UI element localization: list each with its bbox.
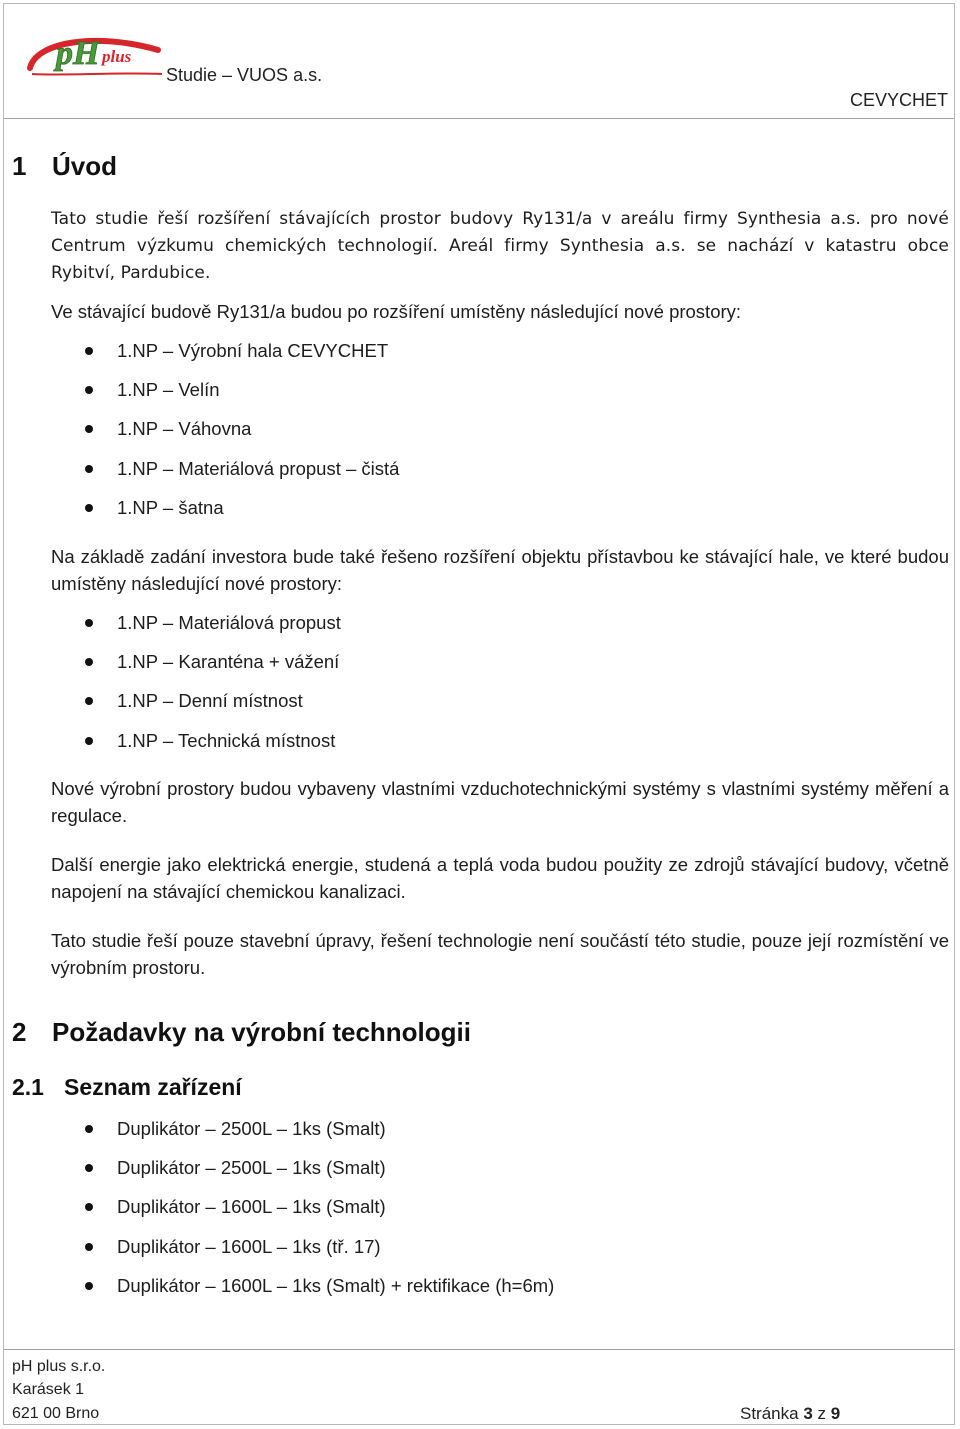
existing-spaces-list bbox=[84, 340, 399, 536]
list-item: 1.NP – Materiálová propust – čistá bbox=[84, 458, 399, 497]
list-item: Duplikátor – 2500L – 1ks (Smalt) bbox=[84, 1118, 554, 1157]
existing-spaces-lead: Ve stávající budově Ry131/a budou po rozšíření umístěny následující nové prostory: bbox=[51, 301, 742, 322]
page-number bbox=[740, 1404, 840, 1424]
list-item: 1.NP – Váhovna bbox=[84, 418, 399, 457]
page-separator: z bbox=[817, 1404, 827, 1423]
ph-plus-logo bbox=[26, 28, 176, 88]
list-item: Duplikátor – 1600L – 1ks (Smalt) bbox=[84, 1196, 554, 1235]
hvac-paragraph: Nové výrobní prostory budou vybaveny vlastními vzduchotechnickými systémy s vlastními systémy měření a regulace. bbox=[51, 778, 949, 826]
header-company: Studie – VUOS a.s. bbox=[166, 65, 323, 85]
footer-city: 621 00 Brno bbox=[12, 1405, 100, 1422]
list-item: Duplikátor – 1600L – 1ks (Smalt) + rektifikace (h=6m) bbox=[84, 1275, 554, 1314]
footer-company: pH plus s.r.o. bbox=[12, 1358, 106, 1375]
subsection-2-1-title: Seznam zařízení bbox=[64, 1074, 242, 1100]
section-1-title: Úvod bbox=[52, 151, 117, 181]
list-item: 1.NP – Velín bbox=[84, 379, 399, 418]
footer-street: Karásek 1 bbox=[12, 1381, 85, 1398]
section-2-title: Požadavky na výrobní technologii bbox=[52, 1017, 471, 1047]
list-item: 1.NP – Výrobní hala CEVYCHET bbox=[84, 340, 399, 379]
svg-text:plus: plus bbox=[102, 47, 132, 66]
extension-spaces-list bbox=[84, 612, 341, 769]
page-header bbox=[4, 4, 954, 119]
section-1-number: 1 bbox=[12, 151, 27, 181]
page-current: 3 bbox=[803, 1404, 813, 1423]
subsection-2-1-number: 2.1 bbox=[12, 1074, 44, 1100]
extension-lead: Na základě zadání investora bude také řešeno rozšíření objektu přístavbou ke stávající hale, ve které budou umístěny následující nové prostory: bbox=[51, 546, 949, 594]
page-word: Stránka bbox=[740, 1404, 799, 1423]
list-item: 1.NP – Materiálová propust bbox=[84, 612, 341, 651]
page-total: 9 bbox=[830, 1404, 841, 1423]
header-project: CEVYCHET bbox=[849, 90, 948, 110]
section-2-heading bbox=[12, 1017, 471, 1048]
list-item: 1.NP – Technická místnost bbox=[84, 730, 341, 769]
list-item: 1.NP – Denní místnost bbox=[84, 690, 341, 729]
list-item: Duplikátor – 2500L – 1ks (Smalt) bbox=[84, 1157, 554, 1196]
list-item: Duplikátor – 1600L – 1ks (tř. 17) bbox=[84, 1236, 554, 1275]
list-item: 1.NP – šatna bbox=[84, 497, 399, 536]
section-2-number: 2 bbox=[12, 1017, 27, 1047]
scope-paragraph: Tato studie řeší pouze stavební úpravy, řešení technologie není součástí této studie, pouze její rozmístění ve výrobním prostoru. bbox=[51, 930, 949, 978]
intro-paragraph: Tato studie řeší rozšíření stávajících prostor budovy Ry131/a v areálu firmy Synthesia a.s. pro nové Centrum výzkumu chemických technologií. Areál firmy Synthesia a.s. se nachází v katastru obce Rybitví, Pardubice. bbox=[51, 209, 949, 283]
svg-text:pH: pH bbox=[56, 35, 100, 72]
subsection-2-1-heading bbox=[12, 1074, 242, 1101]
page-footer bbox=[4, 1349, 954, 1426]
section-1-heading bbox=[12, 151, 117, 182]
equipment-list bbox=[84, 1118, 554, 1314]
energy-paragraph: Další energie jako elektrická energie, studená a teplá voda budou použity ze zdrojů stávající budovy, včetně napojení na stávající chemickou kanalizaci. bbox=[51, 854, 949, 902]
list-item: 1.NP – Karanténa + vážení bbox=[84, 651, 341, 690]
